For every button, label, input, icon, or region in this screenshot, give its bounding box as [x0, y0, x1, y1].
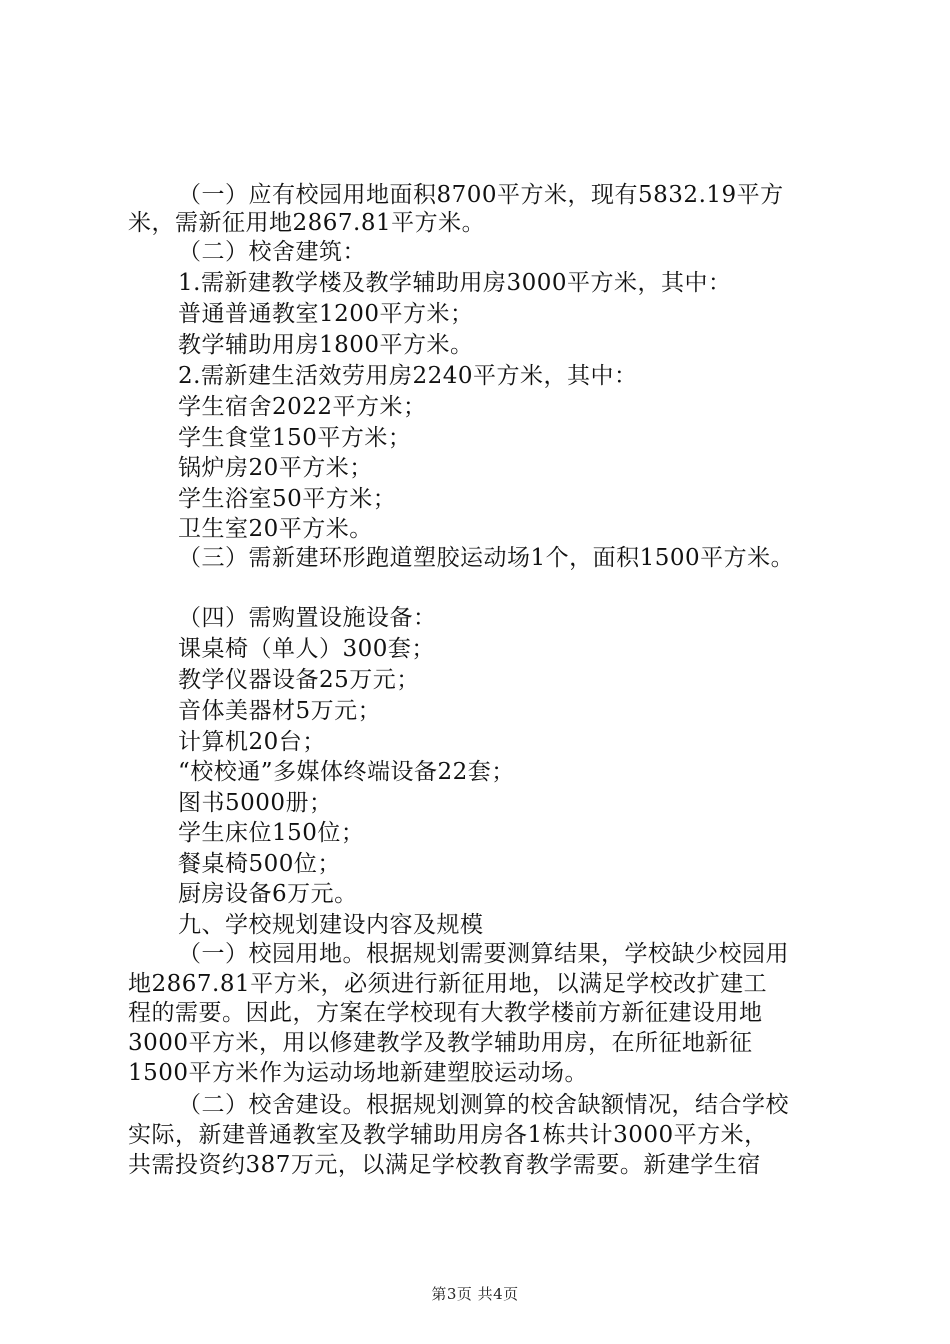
text-line: 1500平方米作为运动场地新建塑胶运动场。	[128, 1060, 589, 1086]
text-line: 学生食堂150平方米；	[178, 425, 412, 451]
text-line: 计算机20台；	[178, 729, 326, 755]
text-line: 米，需新征用地2867.81平方米。	[128, 210, 486, 236]
text-line: 学生床位150位；	[178, 820, 365, 846]
text-line: 程的需要。因此，方案在学校现有大教学楼前方新征建设用地	[128, 1000, 763, 1026]
text-line: 厨房设备6万元。	[178, 881, 358, 907]
text-line: （三）需新建环形跑道塑胶运动场1个，面积1500平方米。	[178, 545, 795, 571]
text-line: （一）应有校园用地面积8700平方米，现有5832.19平方	[178, 182, 784, 208]
text-line: 音体美器材5万元；	[178, 698, 382, 724]
page-footer: 第3页 共4页	[431, 1285, 519, 1303]
text-line: 学生宿舍2022平方米；	[178, 394, 427, 420]
text-line: 教学仪器设备25万元；	[178, 667, 420, 693]
text-line: （二）校舍建设。根据规划测算的校舍缺额情况，结合学校	[178, 1092, 789, 1118]
text-line: 1.需新建教学楼及教学辅助用房3000平方米，其中：	[178, 270, 732, 296]
text-line: 地2867.81平方米，必须进行新征用地，以满足学校改扩建工	[128, 971, 768, 997]
text-line: 图书5000册；	[178, 790, 333, 816]
text-line: 教学辅助用房1800平方米。	[178, 332, 474, 358]
text-line: （二）校舍建筑：	[178, 239, 366, 265]
text-line: 卫生室20平方米。	[178, 516, 373, 542]
text-line: 普通普通教室1200平方米；	[178, 301, 474, 327]
text-line: （四）需购置设施设备：	[178, 605, 437, 631]
text-line: 共需投资约387万元，以满足学校教育教学需要。新建学生宿	[128, 1152, 761, 1178]
text-line: 2.需新建生活效劳用房2240平方米，其中：	[178, 363, 638, 389]
text-line: （一）校园用地。根据规划需要测算结果，学校缺少校园用	[178, 941, 789, 967]
text-line: “校校通”多媒体终端设备22套；	[178, 759, 515, 785]
text-line: 3000平方米，用以修建教学及教学辅助用房，在所征地新征	[128, 1030, 753, 1056]
text-line: 学生浴室50平方米；	[178, 486, 397, 512]
text-line: 锅炉房20平方米；	[178, 455, 373, 481]
text-line: 餐桌椅500位；	[178, 851, 341, 877]
section-heading: 九、学校规划建设内容及规模	[178, 912, 484, 938]
text-line: 课桌椅（单人）300套；	[178, 636, 435, 662]
text-line: 实际，新建普通教室及教学辅助用房各1栋共计3000平方米，	[128, 1122, 768, 1148]
